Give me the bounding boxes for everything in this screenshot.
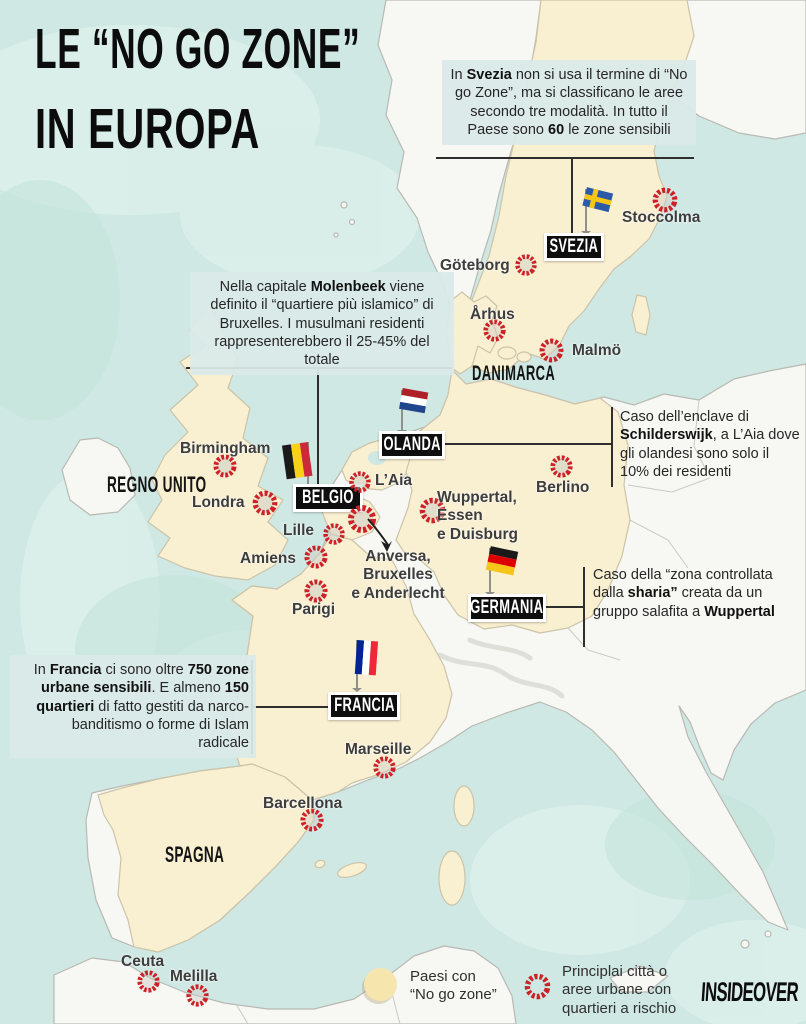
city-label-marseille: Marseille [345, 741, 412, 758]
country-label-belgio: BELGIO [293, 484, 363, 512]
city-label-melilla: Melilla [170, 968, 218, 985]
legend-no-go-line1: Paesi con [410, 968, 476, 985]
callout-francia-text3: . E almeno [151, 680, 225, 697]
city-label-barcellona: Barcellona [263, 795, 343, 812]
callout-schilderswijk-bold: Schilderswijk [620, 427, 713, 444]
francia-callout-connector [251, 706, 329, 708]
wuppertal-callout-border [583, 567, 585, 647]
city-label-wuppertal-line2: Essen [437, 507, 483, 525]
island-shetland-2 [350, 220, 355, 225]
island-small-2 [765, 931, 771, 937]
legend-no-go-line2: “No go zone” [410, 986, 497, 1004]
city-label-lille: Lille [283, 522, 315, 539]
city-label-birmingham: Birmingham [180, 440, 271, 457]
callout-molenbeek-bold: Molenbeek [310, 279, 386, 295]
callout-francia-bold1: Francia [49, 662, 102, 678]
legend-city-risk-line1: Principlai città o [562, 963, 668, 980]
page-title-line1: LE “NO GO ZONE” [35, 17, 361, 81]
city-marker-goteborg [513, 252, 539, 278]
city-label-arhus: Århus [470, 306, 515, 323]
city-marker-laia [347, 469, 373, 495]
country-label-danimarca: DANIMARCA [472, 362, 556, 385]
callout-molenbeek [190, 272, 454, 375]
legend-no-go-zone-label [410, 968, 497, 1005]
island-funen [517, 352, 531, 362]
molenbeek-callout-connector [317, 368, 319, 484]
legend-city-risk-label [562, 963, 676, 1018]
wuppertal-callout-connector [544, 606, 584, 608]
city-marker-malmo [537, 336, 566, 365]
city-label-amiens: Amiens [240, 550, 296, 567]
schilderswijk-callout-connector [440, 443, 612, 445]
city-label-malmo: Malmö [572, 342, 622, 359]
callout-francia-bold3: 150 quartieri [36, 680, 249, 715]
legend-city-risk-line3: quartieri a rischio [562, 999, 677, 1017]
island-ibiza [314, 859, 326, 869]
country-label-olanda: OLANDA [379, 431, 445, 459]
callout-schilderswijk-text2: , a L’Aia dove gli olandesi sono solo il 10% dei residenti [620, 427, 800, 480]
callout-francia-text2: ci sono oltre [101, 662, 188, 678]
callout-wuppertal [593, 566, 793, 621]
callout-francia-bold2: 750 zone urbane sensibili [41, 662, 249, 697]
country-label-spagna: SPAGNA [165, 842, 225, 867]
city-label-londra: Londra [192, 494, 245, 511]
city-label-ceuta: Ceuta [121, 953, 165, 970]
callout-wuppertal-bold1: sharia” [627, 585, 678, 602]
island-majorca [336, 860, 368, 881]
callout-francia-text4: di fatto gestiti da narco-banditismo o forme di Islam radicale [71, 698, 249, 752]
city-label-parigi: Parigi [292, 601, 336, 618]
legend-city-risk-line2: aree urbane con [562, 981, 672, 999]
city-marker-londra [250, 488, 280, 518]
island-shetland-1 [341, 202, 347, 208]
country-label-germania: GERMANIA [468, 594, 546, 622]
island-small-1 [741, 940, 749, 948]
callout-schilderswijk [620, 408, 802, 481]
callout-svezia [442, 60, 696, 145]
city-label-anversa-line2: Bruxelles [363, 566, 433, 584]
svezia-callout-connector [571, 158, 573, 233]
city-label-wuppertal-group [437, 489, 518, 544]
island-sardinia [439, 851, 465, 905]
city-marker-melilla [184, 982, 211, 1009]
island-shetland-3 [334, 233, 338, 237]
city-label-anversa-line3: e Anderlecht [351, 584, 445, 602]
callout-francia-text: In [33, 662, 50, 678]
legend-no-go-zone-swatch [364, 968, 397, 1001]
svezia-callout-underline [436, 157, 694, 159]
callout-wuppertal-text2: creata da un gruppo salafita a [593, 585, 763, 620]
france-flag-icon [350, 636, 384, 699]
callout-molenbeek-text: Nella capitale [219, 279, 311, 295]
city-label-wuppertal-line3: e Duisburg [437, 525, 518, 543]
city-label-anversa-group [342, 548, 454, 603]
island-corsica [454, 786, 474, 826]
callout-svezia-bold2: 60 [548, 121, 565, 138]
city-label-anversa-line1: Anversa, [365, 548, 431, 565]
island-zealand [498, 347, 516, 359]
callout-wuppertal-bold2: Wuppertal [704, 603, 775, 620]
country-label-francia: FRANCIA [328, 692, 400, 720]
page-title-line2: IN EUROPA [35, 97, 261, 161]
city-label-laia: L’Aia [375, 472, 413, 489]
city-marker-berlino [548, 453, 575, 480]
city-marker-ceuta [135, 968, 162, 995]
country-label-regno-unito: REGNO UNITO [107, 472, 207, 497]
city-marker-amiens [302, 543, 330, 571]
city-label-stoccolma: Stoccolma [622, 209, 701, 226]
island-gotland [632, 295, 650, 335]
city-label-goteborg: Göteborg [440, 257, 510, 274]
callout-svezia-bold1: Svezia [466, 67, 512, 83]
city-label-berlino: Berlino [536, 479, 590, 496]
country-label-svezia: SVEZIA [544, 233, 604, 261]
callout-svezia-text3: le zone sensibili [564, 121, 671, 138]
callout-svezia-text: In [450, 67, 467, 83]
callout-molenbeek-text2: viene definito il “quartiere più islamico” di Bruxelles. I musulmani residenti rappresenterebbero il 25-45% del totale [210, 279, 434, 369]
city-label-wuppertal-line1: Wuppertal, [437, 489, 517, 506]
callout-svezia-text2: non si usa il termine di “No go Zone”, ma si classificano le aree secondo tre modalità. In tutto il Paese sono [454, 67, 688, 138]
schilderswijk-callout-border [611, 407, 613, 487]
callout-francia [10, 655, 256, 758]
legend-city-risk-swatch [522, 971, 553, 1002]
insideover-logo: INSIDEOVER [700, 977, 800, 1007]
callout-schilderswijk-text: Caso dell’enclave di [620, 409, 749, 425]
callout-wuppertal-text: Caso della “zona controllata dalla [593, 567, 773, 602]
